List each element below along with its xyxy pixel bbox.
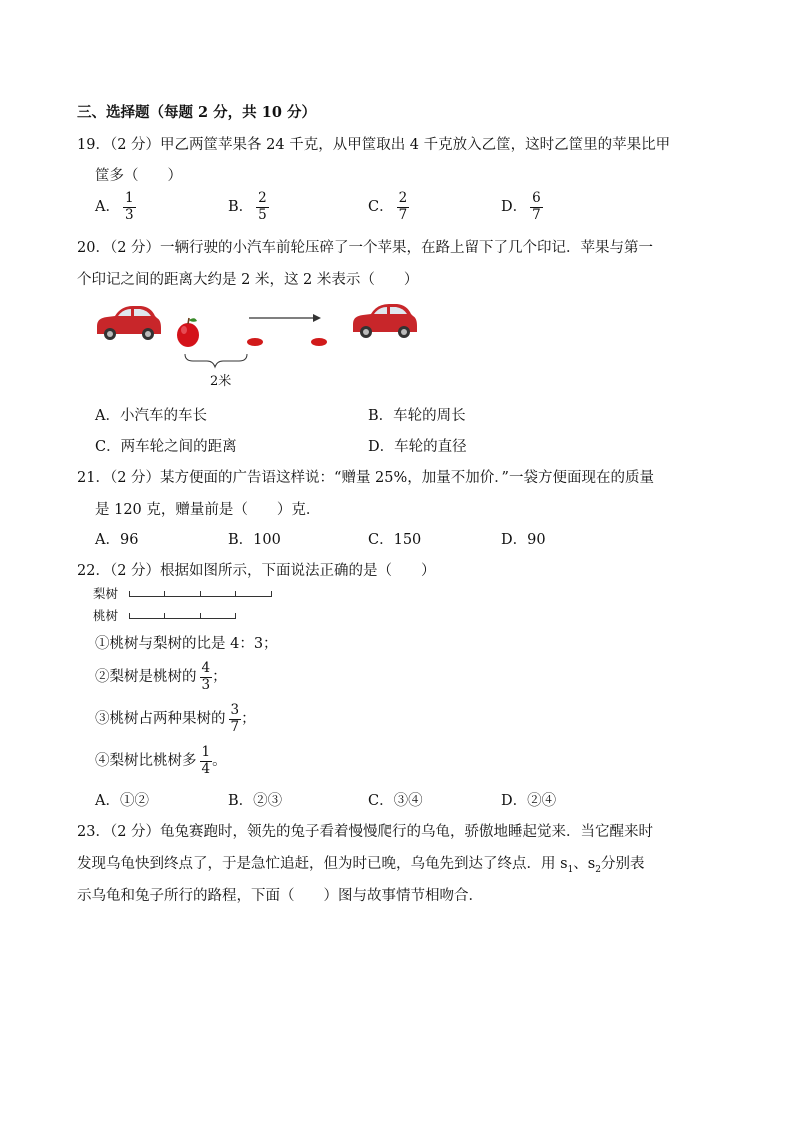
car-left xyxy=(97,306,161,340)
peach-bar xyxy=(129,618,236,619)
bar-label-peach: 桃树 xyxy=(93,608,119,623)
section-title: 三、选择题（每题 2 分，共 10 分） xyxy=(77,104,316,121)
q20-option-b[interactable]: B．车轮的周长 xyxy=(368,408,466,424)
mark-2 xyxy=(311,338,327,346)
q22-statement-2: ②梨树是桃树的 $\frac{4}{3}$ ； xyxy=(95,660,227,693)
fraction: $\frac{1}{3}$ xyxy=(124,190,134,223)
fraction: $\frac{2}{7}$ xyxy=(398,190,408,223)
fraction: $\frac{3}{7}$ xyxy=(230,702,240,735)
q19-stem-line1: 19．（2 分）甲乙两筐苹果各 24 千克，从甲筐取出 4 千克放入乙筐，这时乙筐里的苹果比甲 xyxy=(77,137,671,153)
q21-stem-line1: 21．（2 分）某方便面的广告语这样说：“赠量 25%，加量不加价．”一袋方便面现在的质量 xyxy=(77,470,654,486)
mark-1 xyxy=(247,338,263,346)
q22-statement-1: ①桃树与梨树的比是 4：3； xyxy=(95,636,278,652)
q19-option-c[interactable]: C． $\frac{2}{7}$ xyxy=(368,190,408,223)
q22-option-a[interactable]: A．①② xyxy=(95,793,149,809)
q19-option-a[interactable]: A． $\frac{1}{3}$ xyxy=(95,190,134,223)
q19-stem-line2: 筐多（ ） xyxy=(95,168,182,184)
fraction: $\frac{2}{5}$ xyxy=(258,190,267,223)
q22-statement-3: ③桃树占两种果树的 $\frac{3}{7}$ ； xyxy=(95,702,256,735)
q22-statement-4: ④梨树比桃树多 $\frac{1}{4}$ 。 xyxy=(95,744,227,777)
q20-stem-line1: 20．（2 分）一辆行驶的小汽车前轮压碎了一个苹果，在路上留下了几个印记．苹果与第一 xyxy=(77,240,654,256)
bar-label-pear: 梨树 xyxy=(93,586,119,601)
q19-option-b[interactable]: B． $\frac{2}{5}$ xyxy=(228,190,267,223)
q20-option-d[interactable]: D．车轮的直径 xyxy=(368,439,467,455)
car-apple-illustration xyxy=(93,296,418,391)
q20-option-a[interactable]: A．小汽车的车长 xyxy=(95,408,207,424)
q22-option-c[interactable]: C．③④ xyxy=(368,793,423,809)
q23-line1: 23．（2 分）龟兔赛跑时，领先的兔子看着慢慢爬行的乌龟，骄傲地睡起觉来．当它醒来时 xyxy=(77,824,654,840)
q21-option-c[interactable]: C．150 xyxy=(368,532,422,548)
q20-option-c[interactable]: C．两车轮之间的距离 xyxy=(95,439,237,455)
fraction: $\frac{6}{7}$ xyxy=(532,190,541,223)
car-apple-figure xyxy=(93,296,418,391)
car-right xyxy=(353,304,417,338)
q21-option-d[interactable]: D．90 xyxy=(501,532,546,548)
q21-stem-line2: 是 120 克，赠量前是（ ）克． xyxy=(95,502,321,518)
q22-stem: 22．（2 分）根据如图所示，下面说法正确的是（ ） xyxy=(77,563,436,579)
q20-stem-line2: 个印记之间的距离大约是 2 米，这 2 米表示（ ） xyxy=(77,272,419,288)
figure-distance-label: 2米 xyxy=(210,374,232,389)
q21-option-b[interactable]: B．100 xyxy=(228,532,281,548)
q21-option-a[interactable]: A．96 xyxy=(95,532,139,548)
q23-line2: 发现乌龟快到终点了，于是急忙追赶，但为时已晚，乌龟先到达了终点．用 $s_1$、$s_2$分别表 xyxy=(77,856,645,875)
q22-option-d[interactable]: D．②④ xyxy=(501,793,557,809)
fraction: $\frac{1}{4}$ xyxy=(201,744,211,777)
apple xyxy=(177,318,199,347)
q19-option-d[interactable]: D． $\frac{6}{7}$ xyxy=(501,190,541,223)
q23-line3: 示乌龟和兔子所行的路程，下面（ ）图与故事情节相吻合． xyxy=(77,888,483,904)
tree-bar-diagram xyxy=(93,582,283,628)
fraction: $\frac{4}{3}$ xyxy=(201,660,211,693)
q22-option-b[interactable]: B．②③ xyxy=(228,793,283,809)
brace xyxy=(185,354,247,367)
